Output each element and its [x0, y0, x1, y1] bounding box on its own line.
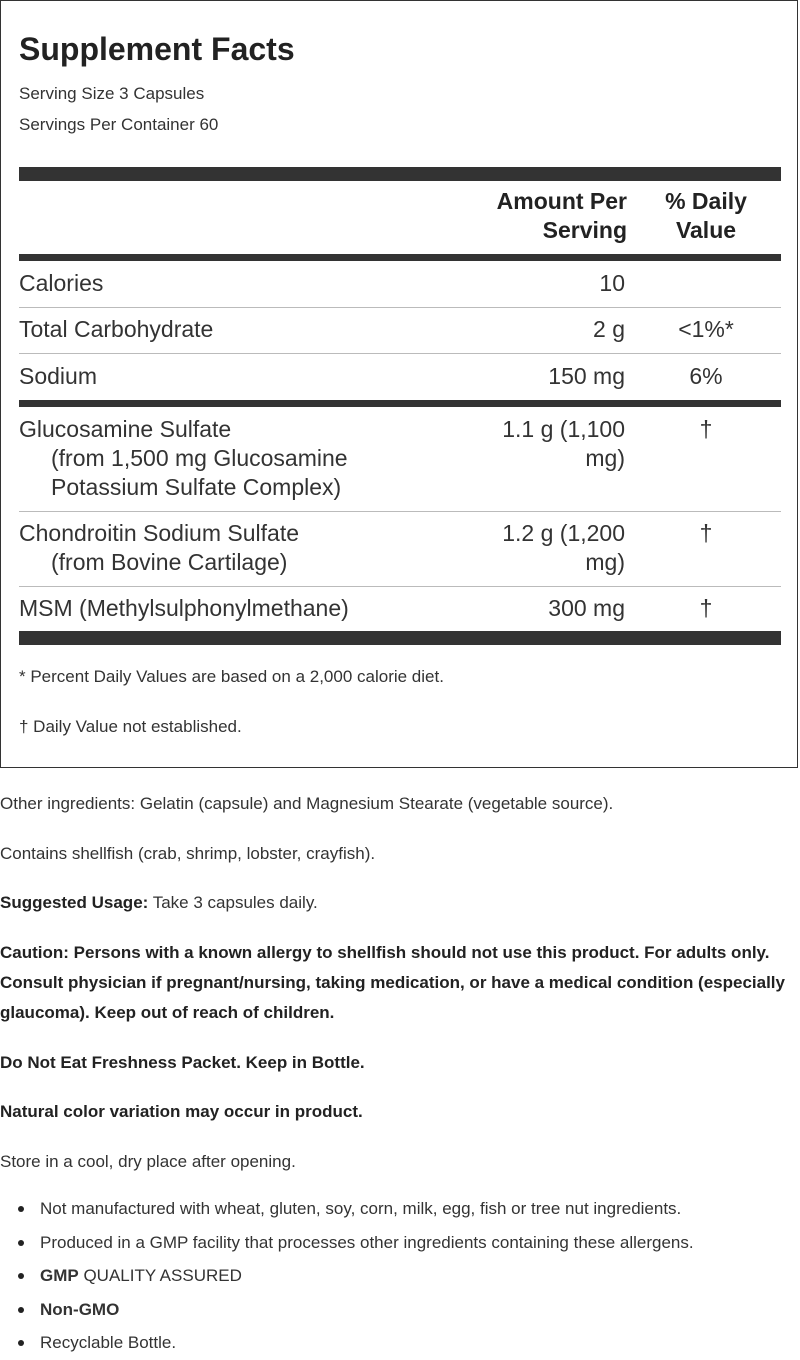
- freshness-packet-note: Do Not Eat Freshness Packet. Keep in Bottle.: [0, 1053, 365, 1072]
- header-divider: [19, 254, 781, 261]
- usage-label: Suggested Usage:: [0, 893, 149, 912]
- bullet-text: Recyclable Bottle.: [40, 1333, 177, 1352]
- bullet-text: Not manufactured with wheat, gluten, soy, corn, milk, egg, fish or tree nut ingredients.: [40, 1199, 682, 1218]
- dv-header-line1: % Daily: [665, 188, 747, 214]
- product-claims-list: [0, 1192, 694, 1360]
- mid-thick-divider: [19, 400, 781, 407]
- storage-note: Store in a cool, dry place after opening.: [0, 1152, 296, 1171]
- nutrient-name: Total Carbohydrate: [19, 316, 214, 342]
- nutrient-name: Calories: [19, 270, 104, 296]
- facts-title: Supplement Facts: [19, 31, 295, 67]
- list-item: [0, 1259, 694, 1293]
- row-divider: [19, 586, 781, 587]
- nutrient-name: Chondroitin Sodium Sulfate: [19, 520, 299, 546]
- nutrient-amount: 2 g: [593, 316, 625, 342]
- nutrient-daily-value: †: [699, 520, 713, 546]
- bullet-bold: Non-GMO: [40, 1299, 120, 1319]
- nutrient-daily-value: †: [699, 416, 713, 442]
- servings-per-container: Servings Per Container 60: [19, 115, 219, 134]
- suggested-usage: [0, 888, 790, 918]
- bullet-icon: [18, 1206, 24, 1212]
- nutrient-amount-cont: mg): [585, 549, 625, 575]
- caution-text: Caution: Persons with a known allergy to shellfish should not use this product. For adults only. Consult physician if pregnant/nursing, taking medication, or have a medical condition (especially glaucoma). Keep out of reach of children.: [0, 943, 785, 1022]
- nutrient-source-line: Potassium Sulfate Complex): [51, 474, 342, 500]
- nutrient-source-line: (from 1,500 mg Glucosamine: [51, 445, 348, 471]
- list-item: [0, 1326, 694, 1360]
- percent-daily-footnote: * Percent Daily Values are based on a 2,000 calorie diet.: [19, 667, 444, 686]
- color-variation-note: Natural color variation may occur in product.: [0, 1102, 363, 1121]
- list-item: [0, 1226, 694, 1260]
- nutrient-daily-value: 6%: [689, 363, 723, 389]
- daily-value-header: [651, 187, 761, 245]
- bullet-icon: [18, 1273, 24, 1279]
- row-divider: [19, 307, 781, 308]
- nutrient-name: Glucosamine Sulfate: [19, 416, 232, 442]
- nutrient-source-line: (from Bovine Cartilage): [51, 549, 288, 575]
- serving-size: Serving Size 3 Capsules: [19, 84, 205, 103]
- nutrient-amount: 10: [599, 270, 625, 296]
- nutrient-name: MSM (Methylsulphonylmethane): [19, 595, 349, 621]
- amount-header-line2: Serving: [542, 217, 627, 243]
- list-item: [0, 1293, 694, 1327]
- nutrient-amount-cont: mg): [585, 445, 625, 471]
- bullet-icon: [18, 1307, 24, 1313]
- nutrient-amount: 150 mg: [548, 363, 625, 389]
- nutrient-name: Sodium: [19, 363, 97, 389]
- nutrient-daily-value: †: [699, 595, 713, 621]
- top-thick-divider: [19, 167, 781, 181]
- amount-per-serving-header: [497, 187, 627, 245]
- bullet-text: Produced in a GMP facility that processes other ingredients containing these allergens.: [40, 1232, 694, 1252]
- amount-header-line1: Amount Per: [496, 188, 627, 214]
- nutrient-daily-value: <1%*: [678, 316, 734, 342]
- bullet-icon: [18, 1240, 24, 1246]
- bullet-text: QUALITY ASSURED: [78, 1266, 242, 1285]
- allergen-contains: Contains shellfish (crab, shrimp, lobster, crayfish).: [0, 844, 376, 863]
- nutrient-amount: 1.1 g (1,100: [502, 416, 625, 442]
- bottom-thick-divider: [19, 631, 781, 645]
- list-item: [0, 1192, 694, 1226]
- row-divider: [19, 353, 781, 354]
- bullet-bold: GMP: [40, 1266, 79, 1285]
- nutrient-amount: 1.2 g (1,200: [502, 520, 625, 546]
- other-ingredients: Other ingredients: Gelatin (capsule) and Magnesium Stearate (vegetable source).: [0, 794, 614, 813]
- row-divider: [19, 511, 781, 512]
- dagger-footnote: † Daily Value not established.: [19, 717, 242, 736]
- bullet-icon: [18, 1340, 24, 1346]
- nutrient-amount: 300 mg: [548, 595, 625, 621]
- usage-text: Take 3 capsules daily.: [148, 893, 318, 912]
- dv-header-line2: Value: [675, 217, 737, 243]
